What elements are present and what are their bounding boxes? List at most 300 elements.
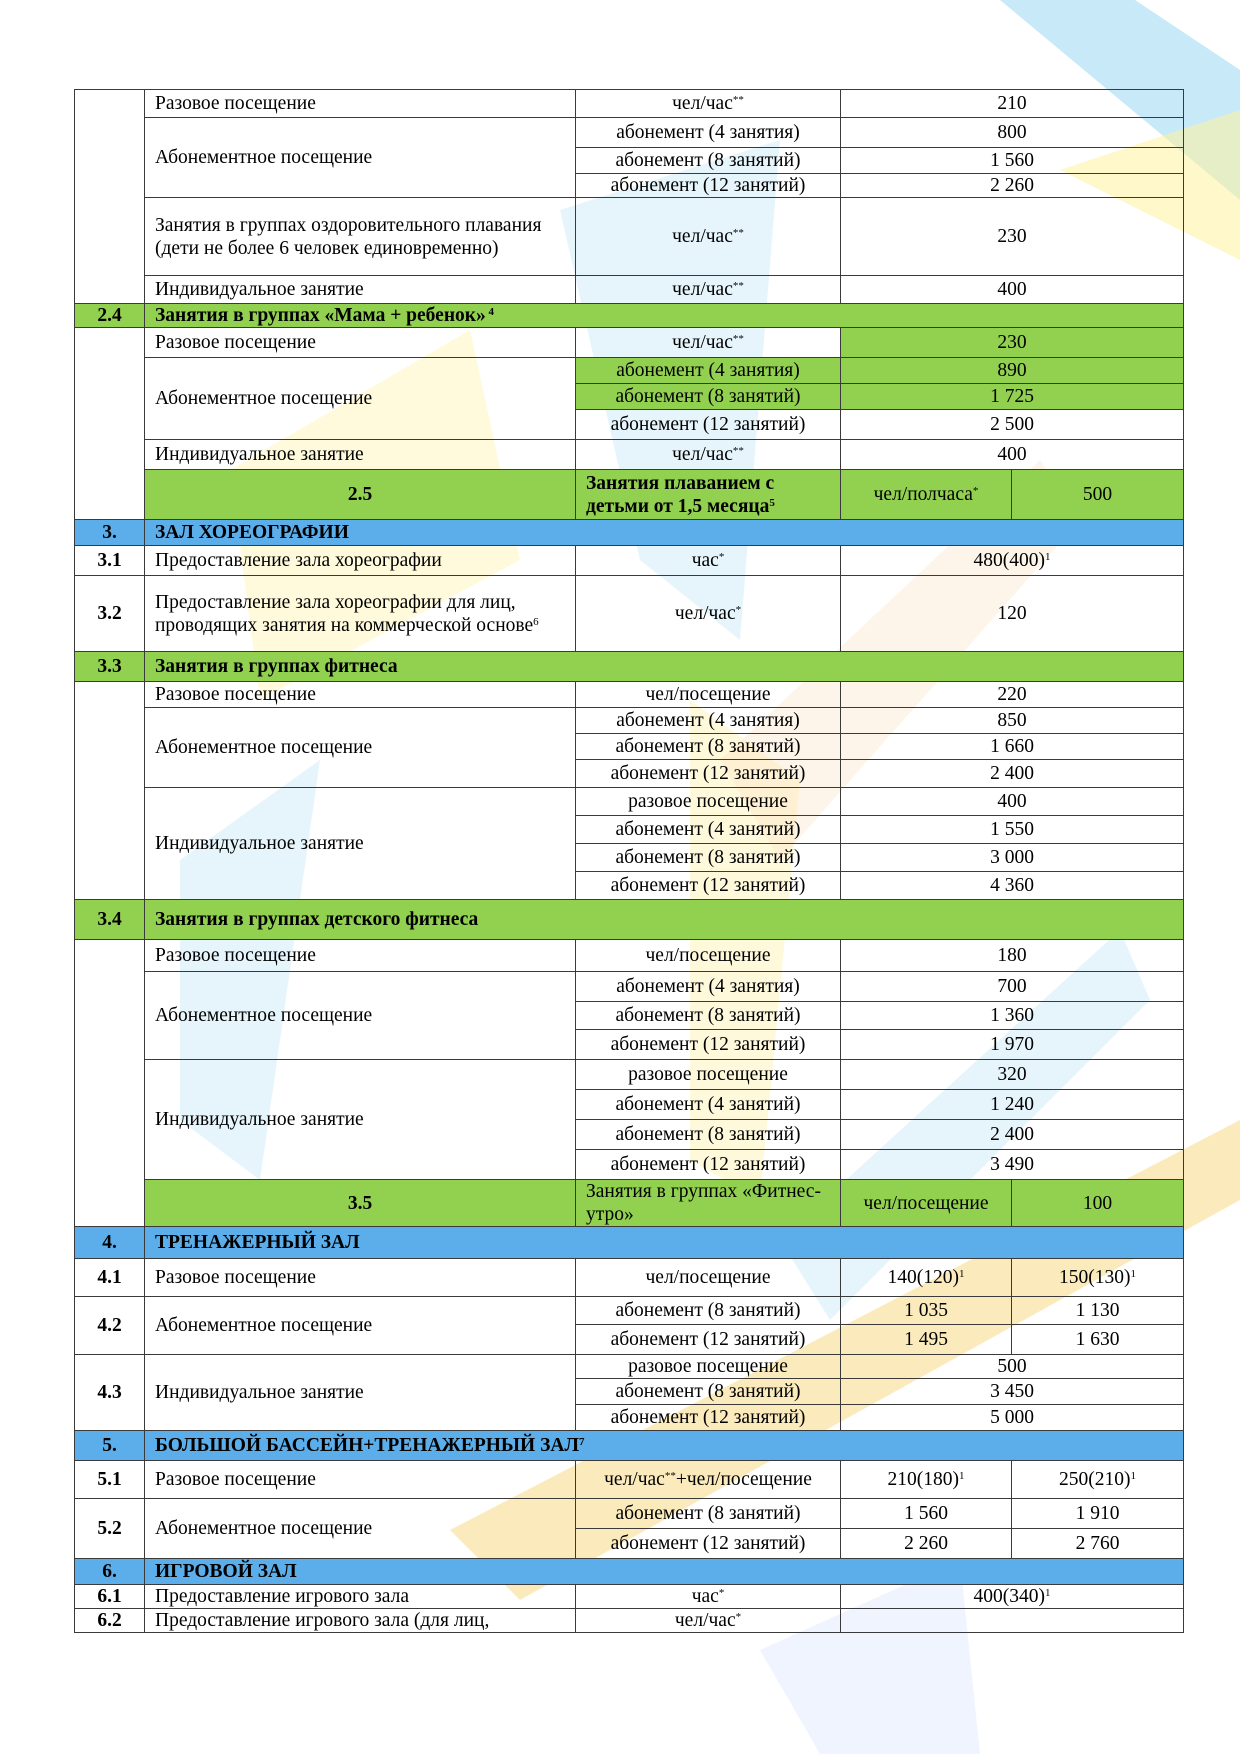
table-row bbox=[75, 708, 1184, 734]
footnote-mark: 1 bbox=[1045, 1587, 1051, 1599]
cell-text: 3 450 bbox=[990, 1381, 1034, 1402]
section-row bbox=[75, 900, 1184, 940]
label-cell bbox=[75, 328, 145, 520]
label-cell bbox=[75, 940, 145, 1227]
label-cell bbox=[145, 1355, 576, 1431]
item-number bbox=[75, 1609, 145, 1633]
cell-text: 6.1 bbox=[97, 1586, 122, 1607]
cell-text: 120 bbox=[997, 603, 1027, 624]
label-cell bbox=[75, 90, 145, 304]
label-cell bbox=[145, 708, 576, 788]
label-cell bbox=[145, 972, 576, 1060]
table-row bbox=[75, 576, 1184, 652]
cell-text: 2 760 bbox=[1075, 1533, 1120, 1554]
footnote-mark: 1 bbox=[1130, 1470, 1136, 1482]
item-number bbox=[75, 1461, 145, 1499]
value-cell bbox=[841, 1030, 1184, 1060]
cell-text: Разовое посещение bbox=[155, 1469, 316, 1490]
table-row bbox=[75, 788, 1184, 816]
cell-text: Разовое посещение bbox=[155, 945, 316, 966]
cell-text: 100 bbox=[1082, 1192, 1113, 1214]
cell-text-suffix: +чел/посещение bbox=[675, 1469, 812, 1490]
label-cell bbox=[145, 576, 576, 652]
cell-text: разовое посещение bbox=[628, 1356, 788, 1377]
cell-text: Занятия в группах «Фитнес-утро» bbox=[586, 1181, 821, 1225]
label-cell bbox=[576, 470, 841, 520]
cell-text: 800 bbox=[997, 122, 1027, 143]
cell-text: 230 bbox=[997, 226, 1027, 247]
cell-text: 400 bbox=[997, 279, 1027, 300]
footnote-mark: * bbox=[735, 1611, 742, 1623]
label-cell bbox=[145, 1227, 1184, 1259]
category-header-row bbox=[75, 520, 1184, 546]
cell-text: 150(130) bbox=[1059, 1267, 1131, 1288]
cell-text: Предоставление зала хореографии bbox=[155, 550, 442, 571]
cell-text: чел/час bbox=[672, 279, 733, 300]
label-cell bbox=[145, 652, 1184, 682]
footnote-mark: * bbox=[972, 485, 979, 497]
cell-text: Индивидуальное занятие bbox=[155, 1109, 364, 1130]
cell-text: 700 bbox=[997, 976, 1027, 997]
cell-text: абонемент (4 занятия) bbox=[616, 976, 800, 997]
cell-text: абонемент (8 занятий) bbox=[615, 1005, 801, 1026]
cell-text: Разовое посещение bbox=[155, 332, 316, 353]
cell-text: абонемент (4 занятий) bbox=[615, 819, 801, 840]
label-cell bbox=[145, 682, 576, 708]
value-cell bbox=[1012, 1180, 1184, 1227]
footnote-mark: * bbox=[718, 1587, 725, 1599]
value-cell bbox=[576, 940, 841, 972]
cell-text: 400 bbox=[997, 444, 1027, 465]
footnote-mark: * bbox=[735, 604, 742, 616]
cell-text: 320 bbox=[997, 1064, 1027, 1085]
cell-text: 3. bbox=[102, 522, 117, 543]
value-cell bbox=[576, 708, 841, 734]
cell-text: 850 bbox=[997, 710, 1027, 731]
cell-text: абонемент (8 занятий) bbox=[615, 386, 801, 407]
value-cell bbox=[576, 1585, 841, 1609]
cell-text: чел/посещение bbox=[645, 1267, 771, 1288]
value-cell bbox=[841, 816, 1184, 844]
label-cell bbox=[75, 682, 145, 900]
cell-text: чел/час bbox=[672, 93, 733, 114]
value-cell bbox=[576, 576, 841, 652]
cell-text: 210 bbox=[997, 93, 1027, 114]
item-number bbox=[75, 1585, 145, 1609]
cell-text: 3.1 bbox=[97, 550, 122, 571]
value-cell bbox=[576, 1297, 841, 1325]
value-cell bbox=[841, 198, 1184, 276]
item-number bbox=[75, 520, 145, 546]
cell-text: 2.5 bbox=[347, 484, 373, 505]
cell-text: 5.2 bbox=[97, 1518, 122, 1539]
value-cell bbox=[576, 1002, 841, 1030]
value-cell bbox=[576, 1405, 841, 1431]
cell-text: 180 bbox=[997, 945, 1027, 966]
footnote-mark: 7 bbox=[579, 1436, 585, 1448]
table-row bbox=[75, 198, 1184, 276]
cell-text: Абонементное посещение bbox=[155, 1005, 373, 1026]
value-cell bbox=[841, 148, 1184, 174]
value-cell bbox=[576, 276, 841, 304]
cell-text: Индивидуальное занятие bbox=[155, 833, 364, 854]
value-cell bbox=[576, 358, 841, 384]
value-cell bbox=[576, 1030, 841, 1060]
value-cell bbox=[841, 1150, 1184, 1180]
value-cell bbox=[841, 1297, 1012, 1325]
value-cell bbox=[576, 734, 841, 760]
table-row bbox=[75, 358, 1184, 384]
value-cell bbox=[841, 90, 1184, 118]
cell-text: час bbox=[691, 550, 719, 571]
value-cell bbox=[576, 844, 841, 872]
label-cell bbox=[145, 1609, 576, 1633]
table-row bbox=[75, 1461, 1184, 1499]
cell-text: 4.3 bbox=[97, 1382, 122, 1403]
table-row bbox=[75, 90, 1184, 118]
value-cell bbox=[576, 148, 841, 174]
item-number bbox=[75, 1355, 145, 1431]
value-cell bbox=[841, 440, 1184, 470]
value-cell bbox=[576, 1461, 841, 1499]
cell-text: 3.2 bbox=[97, 603, 122, 624]
cell-text: 500 bbox=[1082, 484, 1113, 505]
value-cell bbox=[1012, 1529, 1184, 1559]
value-cell bbox=[841, 384, 1184, 410]
cell-text: разовое посещение bbox=[628, 1064, 788, 1085]
cell-text: Абонементное посещение bbox=[155, 1315, 373, 1336]
value-cell bbox=[841, 972, 1184, 1002]
value-cell bbox=[576, 1120, 841, 1150]
item-number bbox=[145, 1180, 576, 1227]
value-cell bbox=[841, 1529, 1012, 1559]
table-row bbox=[75, 1585, 1184, 1609]
label-cell bbox=[145, 1499, 576, 1559]
cell-text: 1 560 bbox=[990, 150, 1034, 171]
cell-text: 3.3 bbox=[97, 656, 122, 677]
cell-text: 3 490 bbox=[990, 1154, 1034, 1175]
cell-text: 1 970 bbox=[990, 1034, 1034, 1055]
cell-text: Предоставление игрового зала (для лиц, bbox=[155, 1610, 490, 1631]
item-number bbox=[75, 546, 145, 576]
cell-text: 4.1 bbox=[97, 1267, 122, 1288]
cell-text: ИГРОВОЙ ЗАЛ bbox=[155, 1561, 297, 1582]
footnote-mark: 1 bbox=[959, 1470, 965, 1482]
value-cell bbox=[576, 1325, 841, 1355]
cell-text: абонемент (12 занятий) bbox=[610, 1154, 806, 1175]
cell-text: абонемент (12 занятий) bbox=[610, 1407, 806, 1428]
cell-text: Занятия в группах детского фитнеса bbox=[155, 909, 479, 930]
cell-text: 6.2 bbox=[97, 1610, 122, 1631]
value-cell bbox=[576, 972, 841, 1002]
label-cell bbox=[145, 358, 576, 440]
label-cell bbox=[145, 1585, 576, 1609]
value-cell bbox=[576, 1499, 841, 1529]
table-row bbox=[75, 440, 1184, 470]
value-cell bbox=[841, 788, 1184, 816]
item-number bbox=[75, 304, 145, 328]
section-row bbox=[75, 1180, 1184, 1227]
cell-text: абонемент (12 занятий) bbox=[610, 175, 806, 196]
item-number bbox=[75, 1431, 145, 1461]
label-cell bbox=[145, 328, 576, 358]
item-number bbox=[75, 576, 145, 652]
value-cell bbox=[576, 1355, 841, 1379]
table-row bbox=[75, 1259, 1184, 1297]
category-header-row bbox=[75, 1227, 1184, 1259]
cell-text: Занятия плаванием с детьми от 1,5 месяца bbox=[586, 472, 775, 517]
cell-text: 5.1 bbox=[97, 1469, 122, 1490]
label-cell bbox=[145, 1559, 1184, 1585]
footnote-mark: ** bbox=[732, 94, 744, 106]
section-row bbox=[75, 304, 1184, 328]
value-cell bbox=[841, 1585, 1184, 1609]
value-cell bbox=[576, 816, 841, 844]
value-cell bbox=[576, 788, 841, 816]
cell-text: абонемент (12 занятий) bbox=[610, 763, 806, 784]
cell-text: 400 bbox=[997, 791, 1027, 812]
table-row bbox=[75, 940, 1184, 972]
value-cell bbox=[841, 276, 1184, 304]
value-cell bbox=[1012, 1325, 1184, 1355]
cell-text: 2.4 bbox=[97, 305, 122, 326]
value-cell bbox=[576, 90, 841, 118]
cell-text: 230 bbox=[997, 332, 1027, 353]
cell-text: Занятия в группах «Мама + ребенок» bbox=[155, 305, 486, 326]
table-row bbox=[75, 276, 1184, 304]
cell-text: абонемент (4 занятия) bbox=[616, 710, 800, 731]
label-cell bbox=[145, 940, 576, 972]
label-cell bbox=[145, 118, 576, 198]
label-cell bbox=[145, 546, 576, 576]
value-cell bbox=[841, 1609, 1184, 1633]
cell-text: абонемент (8 занятий) bbox=[615, 1503, 801, 1524]
label-cell bbox=[145, 1060, 576, 1180]
label-cell bbox=[145, 90, 576, 118]
cell-text: абонемент (8 занятий) bbox=[615, 1124, 801, 1145]
value-cell bbox=[841, 1379, 1184, 1405]
cell-text: 1 130 bbox=[1075, 1300, 1120, 1321]
cell-text: Абонементное посещение bbox=[155, 388, 373, 409]
value-cell bbox=[841, 1405, 1184, 1431]
cell-text: чел/посещение bbox=[645, 684, 771, 705]
cell-text: 210(180) bbox=[887, 1469, 959, 1490]
footnote-mark: ** bbox=[732, 445, 744, 457]
label-cell bbox=[145, 198, 576, 276]
cell-text: ЗАЛ ХОРЕОГРАФИИ bbox=[155, 522, 349, 543]
value-cell bbox=[841, 872, 1184, 900]
cell-text: чел/час bbox=[672, 332, 733, 353]
cell-text: Индивидуальное занятие bbox=[155, 1382, 364, 1403]
footnote-mark: ** bbox=[732, 333, 744, 345]
cell-text: абонемент (4 занятий) bbox=[615, 1094, 801, 1115]
value-cell bbox=[841, 470, 1012, 520]
table-row bbox=[75, 1355, 1184, 1379]
cell-text: 3 000 bbox=[990, 847, 1034, 868]
table-row bbox=[75, 328, 1184, 358]
value-cell bbox=[841, 734, 1184, 760]
cell-text: БОЛЬШОЙ БАССЕЙН+ТРЕНАЖЕРНЫЙ ЗАЛ bbox=[155, 1435, 580, 1456]
price-table bbox=[74, 89, 1184, 1633]
footnote-mark: 5 bbox=[769, 496, 775, 509]
cell-text: абонемент (8 занятий) bbox=[615, 1300, 801, 1321]
cell-text: 2 400 bbox=[990, 763, 1034, 784]
cell-text: абонемент (12 занятий) bbox=[610, 1034, 806, 1055]
cell-text: абонемент (4 занятия) bbox=[616, 122, 800, 143]
table-row bbox=[75, 972, 1184, 1002]
value-cell bbox=[841, 546, 1184, 576]
label-cell bbox=[145, 1259, 576, 1297]
label-cell bbox=[145, 1431, 1184, 1461]
cell-text: абонемент (12 занятий) bbox=[610, 1533, 806, 1554]
cell-text: Занятия в группах фитнеса bbox=[155, 656, 398, 677]
footnote-mark: 6 bbox=[533, 615, 539, 628]
value-cell bbox=[576, 1529, 841, 1559]
value-cell bbox=[576, 198, 841, 276]
table-row bbox=[75, 1060, 1184, 1090]
table-row bbox=[75, 118, 1184, 148]
table-row bbox=[75, 1609, 1184, 1633]
value-cell bbox=[841, 1090, 1184, 1120]
cell-text: 4.2 bbox=[97, 1315, 122, 1336]
cell-text: 3.4 bbox=[97, 909, 122, 930]
cell-text: чел/час bbox=[604, 1469, 665, 1490]
cell-text: 250(210) bbox=[1059, 1469, 1131, 1490]
cell-text: Занятия в группах оздоровительного плавания (дети не более 6 человек единовременно) bbox=[155, 214, 542, 259]
value-cell bbox=[1012, 470, 1184, 520]
cell-text: 2 500 bbox=[990, 414, 1034, 435]
cell-text: чел/полчаса bbox=[873, 484, 973, 505]
label-cell bbox=[145, 520, 1184, 546]
cell-text: Индивидуальное занятие bbox=[155, 444, 364, 465]
cell-text: абонемент (8 занятий) bbox=[615, 1381, 801, 1402]
item-number bbox=[75, 1259, 145, 1297]
cell-text: чел/час bbox=[674, 1610, 736, 1631]
value-cell bbox=[576, 1609, 841, 1633]
cell-text: абонемент (12 занятий) bbox=[610, 414, 806, 435]
value-cell bbox=[841, 1499, 1012, 1529]
cell-text: Индивидуальное занятие bbox=[155, 279, 364, 300]
value-cell bbox=[576, 410, 841, 440]
value-cell bbox=[841, 1120, 1184, 1150]
item-number bbox=[75, 1297, 145, 1355]
label-cell bbox=[145, 1297, 576, 1355]
cell-text: чел/посещение bbox=[645, 945, 771, 966]
value-cell bbox=[576, 440, 841, 470]
cell-text: 3.5 bbox=[347, 1192, 373, 1214]
cell-text: чел/час bbox=[674, 603, 736, 624]
cell-text: 220 bbox=[997, 684, 1027, 705]
item-number bbox=[75, 1559, 145, 1585]
value-cell bbox=[841, 844, 1184, 872]
label-cell bbox=[145, 900, 1184, 940]
cell-text: 1 360 bbox=[990, 1005, 1034, 1026]
label-cell bbox=[145, 276, 576, 304]
item-number bbox=[145, 470, 576, 520]
value-cell bbox=[576, 546, 841, 576]
label-cell bbox=[145, 304, 1184, 328]
value-cell bbox=[841, 708, 1184, 734]
cell-text: час bbox=[691, 1586, 719, 1607]
cell-text: 1 495 bbox=[904, 1329, 948, 1350]
value-cell bbox=[576, 760, 841, 788]
cell-text: 890 bbox=[997, 360, 1027, 381]
cell-text: Разовое посещение bbox=[155, 684, 316, 705]
cell-text: Предоставление зала хореографии для лиц, проводящих занятия на коммерческой основе bbox=[155, 591, 534, 636]
label-cell bbox=[145, 440, 576, 470]
value-cell bbox=[576, 872, 841, 900]
cell-text: 1 660 bbox=[990, 736, 1034, 757]
item-number bbox=[75, 900, 145, 940]
value-cell bbox=[576, 384, 841, 410]
cell-text: чел/час bbox=[672, 444, 733, 465]
table-row bbox=[75, 1499, 1184, 1529]
value-cell bbox=[841, 174, 1184, 198]
cell-text: абонемент (8 занятий) bbox=[615, 150, 801, 171]
footnote-mark: 4 bbox=[485, 306, 495, 318]
value-cell bbox=[841, 576, 1184, 652]
cell-text: 2 260 bbox=[990, 175, 1034, 196]
value-cell bbox=[841, 1060, 1184, 1090]
cell-text: абонемент (4 занятия) bbox=[616, 360, 800, 381]
value-cell bbox=[576, 174, 841, 198]
cell-text: 1 630 bbox=[1075, 1329, 1120, 1350]
footnote-mark: 1 bbox=[959, 1268, 965, 1280]
cell-text: разовое посещение bbox=[628, 791, 788, 812]
item-number bbox=[75, 1227, 145, 1259]
cell-text: 4. bbox=[102, 1232, 117, 1253]
cell-text: 400(340) bbox=[973, 1586, 1045, 1607]
section-row bbox=[75, 470, 1184, 520]
value-cell bbox=[576, 1259, 841, 1297]
value-cell bbox=[841, 1325, 1012, 1355]
cell-text: Разовое посещение bbox=[155, 1267, 316, 1288]
label-cell bbox=[145, 1461, 576, 1499]
cell-text: абонемент (8 занятий) bbox=[615, 736, 801, 757]
cell-text: абонемент (12 занятий) bbox=[610, 875, 806, 896]
cell-text: 2 400 bbox=[990, 1124, 1034, 1145]
value-cell bbox=[841, 358, 1184, 384]
cell-text: чел/час bbox=[672, 226, 733, 247]
cell-text: 1 240 bbox=[990, 1094, 1034, 1115]
value-cell bbox=[576, 118, 841, 148]
value-cell bbox=[1012, 1259, 1184, 1297]
cell-text: Абонементное посещение bbox=[155, 737, 373, 758]
cell-text: чел/посещение bbox=[863, 1192, 989, 1214]
cell-text: абонемент (8 занятий) bbox=[615, 847, 801, 868]
table-row bbox=[75, 546, 1184, 576]
value-cell bbox=[841, 118, 1184, 148]
value-cell bbox=[576, 1090, 841, 1120]
value-cell bbox=[1012, 1499, 1184, 1529]
value-cell bbox=[841, 1355, 1184, 1379]
value-cell bbox=[841, 760, 1184, 788]
cell-text: 4 360 bbox=[990, 875, 1034, 896]
item-number bbox=[75, 1499, 145, 1559]
value-cell bbox=[576, 1150, 841, 1180]
category-header-row bbox=[75, 1431, 1184, 1461]
footnote-mark: ** bbox=[732, 280, 744, 292]
value-cell bbox=[576, 328, 841, 358]
footnote-mark: * bbox=[718, 551, 725, 563]
cell-text: 6. bbox=[102, 1561, 117, 1582]
value-cell bbox=[841, 1259, 1012, 1297]
table-row bbox=[75, 682, 1184, 708]
cell-text: абонемент (12 занятий) bbox=[610, 1329, 806, 1350]
value-cell bbox=[841, 1461, 1012, 1499]
cell-text: 5 000 bbox=[990, 1407, 1034, 1428]
footnote-mark: 1 bbox=[1045, 551, 1051, 563]
